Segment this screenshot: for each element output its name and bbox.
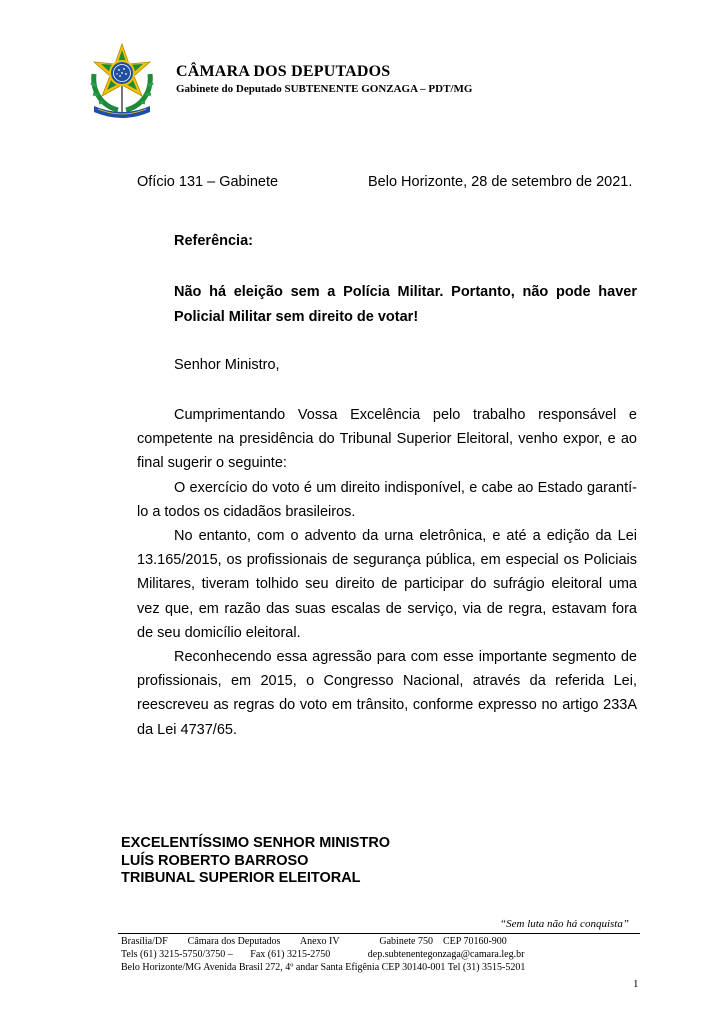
letterhead-subtitle: Gabinete do Deputado SUBTENENTE GONZAGA – PDT/MG <box>176 83 473 95</box>
body-paragraph: Reconhecendo essa agressão para com esse importante segmento de profissionais, em 2015, o Congresso Nacional, através da referida Lei, reescreveu as regras do voto em trânsito, conforme expresso no artigo 233A da Lei 4737/65. <box>137 649 637 738</box>
letterhead-title: CÂMARA DOS DEPUTADOS <box>176 63 391 80</box>
reference-label: Referência: <box>174 233 253 249</box>
footer-line-contacts: Tels (61) 3215-5750/3750 – Fax (61) 3215-2750 dep.subtenentegonzaga@camara.leg.br <box>121 949 525 960</box>
body-paragraph: O exercício do voto é um direito indisponível, e cabe ao Estado garantí-lo a todos os cidadãos brasileiros. <box>137 479 637 520</box>
brazil-coat-of-arms-icon <box>84 40 160 120</box>
footer-divider <box>118 933 640 934</box>
addressee-line: LUÍS ROBERTO BARROSO <box>121 852 309 869</box>
dateline: Belo Horizonte, 28 de setembro de 2021. <box>368 174 633 190</box>
footer-motto: “Sem luta não há conquista” <box>500 918 629 930</box>
salutation: Senhor Ministro, <box>174 357 280 373</box>
addressee-line: EXCELENTÍSSIMO SENHOR MINISTRO <box>121 835 391 851</box>
reference-text: Não há eleição sem a Polícia Militar. Portanto, não pode haver Policial Militar sem direito de votar! <box>174 284 637 325</box>
body-paragraph: Cumprimentando Vossa Excelência pelo trabalho responsável e competente na presidência do Tribunal Superior Eleitoral, venho expor, e ao final sugerir o seguinte: <box>137 407 637 472</box>
addressee-block <box>121 835 390 888</box>
letter-body <box>137 403 637 742</box>
oficio-number: Ofício 131 – Gabinete <box>137 174 279 190</box>
body-paragraph: No entanto, com o advento da urna eletrônica, e até a edição da Lei 13.165/2015, os profissionais de segurança pública, em especial os Policiais Militares, tiveram tolhido seu direito de participar do sufrágio eleitoral uma vez que, em razão das suas escalas de serviço, via de regra, estavam fora de seu domicílio eleitoral. <box>137 528 637 641</box>
page-number: 1 <box>633 978 639 990</box>
addressee-line: TRIBUNAL SUPERIOR ELEITORAL <box>121 870 361 886</box>
footer-line-bh-office: Belo Horizonte/MG Avenida Brasil 272, 4º andar Santa Efigênia CEP 30140-001 Tel (31) 3515-5201 <box>121 962 526 973</box>
footer-line-address: Brasília/DF Câmara dos Deputados Anexo IV Gabinete 750 CEP 70160-900 <box>121 936 507 947</box>
